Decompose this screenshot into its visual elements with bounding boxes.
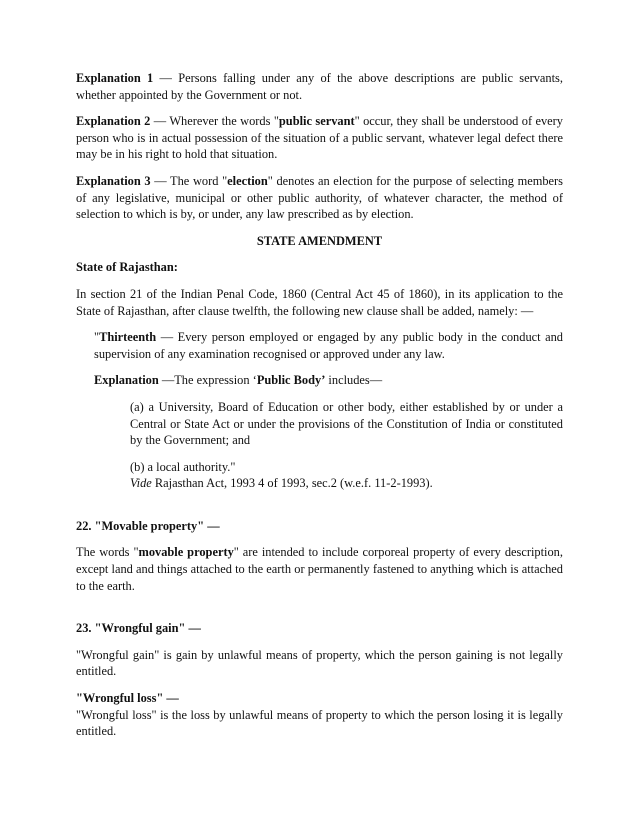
amendment-explanation-term: Public Body’ [256,373,326,388]
state-amendment-heading [76,233,563,250]
thirteenth-clause [76,329,563,362]
thirteenth-text: — Every person employed or engaged by any public body in the conduct and supervision of any examination recognised or approved under any law. [94,330,563,361]
state-name [76,259,563,276]
section-22-heading [76,518,563,535]
section-22-text [76,544,563,594]
explanation-3-label: Explanation 3 [76,173,151,188]
vide-word: Vide [130,476,152,491]
quote-mark: " [94,330,100,345]
thirteenth-label: Thirteenth [99,330,157,345]
wrongful-loss-heading [76,690,563,707]
explanation-1 [76,70,563,103]
wrongful-loss-heading-text: "Wrongful loss" — [76,691,179,706]
explanation-1-label: Explanation 1 [76,71,154,85]
vide-text: Rajasthan Act, 1993 4 of 1993, sec.2 (w.e.f. 11-2-1993). [151,476,433,491]
explanation-3-term: election [227,173,268,188]
section-22-text-b: " are intended to include corporeal property of every description, except land and things attached to the earth or permanently fastened to anything which is attached to the earth. [76,545,563,593]
wrongful-loss-text: "Wrongful loss" is the loss by unlawful means of property to which the person losing it is legally entitled. [76,707,563,739]
amendment-explanation-text-a: —The expression ‘ [158,373,257,388]
section-22-heading-text: 22. "Movable property" — [76,518,220,533]
dash: — [150,114,170,129]
wrongful-gain-text: "Wrongful gain" is gain by unlawful means of property, which the person gaining is not legally entitled. [76,647,563,679]
section-23-heading-text: 23. "Wrongful gain" — [76,621,201,636]
explanation-3-text-b: " denotes an election for the purpose of selecting members of any legislative, municipal or other public authority, of whatever character, the method of selection to which is by, or under, any law prescribed as by election. [76,173,563,222]
dash: — [150,173,171,188]
amendment-item-b [76,459,563,492]
document-page [76,70,563,740]
explanation-3-text-a: The word " [170,173,228,188]
explanation-2-term: public servant [278,114,355,129]
explanation-2-label: Explanation 2 [76,114,151,129]
amendment-intro: In section 21 of the Indian Penal Code, 1860 (Central Act 45 of 1860), in its application to the State of Rajasthan, after clause twelfth, the following new clause shall be added, namely: — [76,286,563,318]
section-22-term: movable property [138,545,234,560]
amendment-item-b-text: (b) a local authority." [130,459,236,474]
explanation-3 [76,173,563,223]
amendment-explanation-label: Explanation [94,373,159,388]
section-23-heading [76,620,563,637]
section-22-text-a: The words " [76,545,139,560]
dash: — [153,71,179,85]
explanation-1-text: Persons falling under any of the above descriptions are public servants, whether appointed by the Government or not. [76,71,563,102]
amendment-item-a: (a) a University, Board of Education or other body, either established by or under a Central or State Act or under the provisions of the Constitution of India or constituted by the Government; and [130,399,563,448]
amendment-explanation-text-b: includes— [325,373,383,388]
state-name-text: State of Rajasthan: [76,260,178,275]
explanation-2 [76,113,563,163]
amendment-explanation [76,372,563,389]
state-amendment-heading-text: STATE AMENDMENT [256,233,383,248]
explanation-2-text-b: " occur, they shall be understood of every person who is in actual possession of the situation of a public servant, whatever legal defect there may be in his right to hold that situation. [76,114,563,162]
explanation-2-text-a: Wherever the words " [169,114,279,129]
